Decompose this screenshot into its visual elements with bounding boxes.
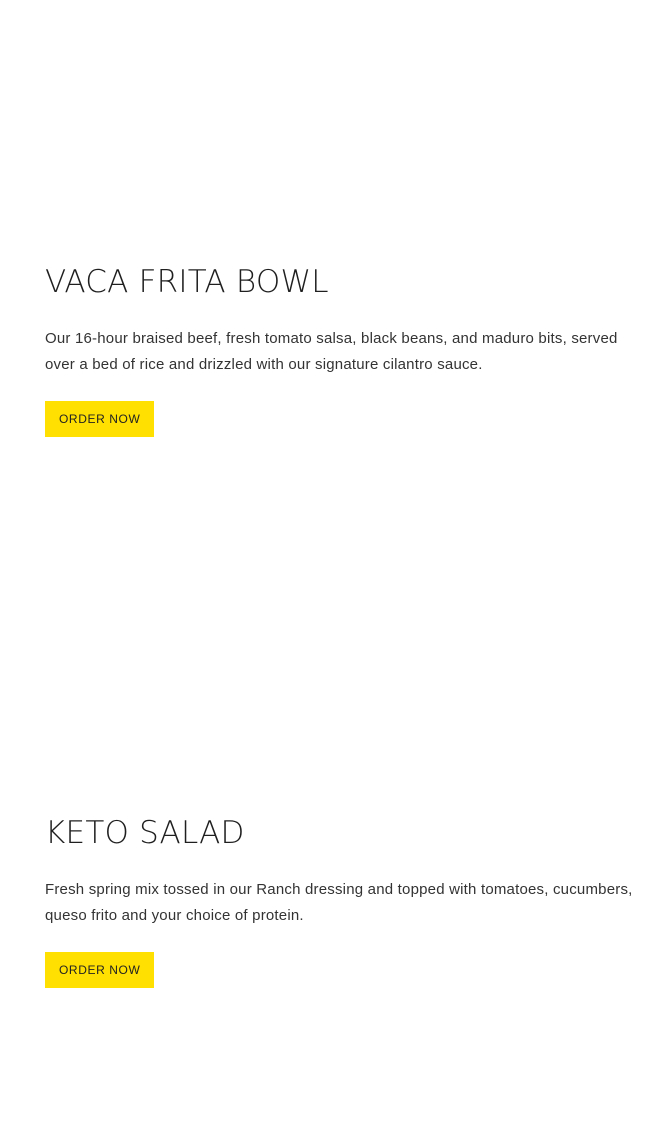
menu-item-vaca-frita-bowl bbox=[45, 262, 645, 437]
item-description: Fresh spring mix tossed in our Ranch dressing and topped with tomatoes, cucumbers, queso frito and your choice of protein. bbox=[45, 881, 633, 924]
item-title: KETO SALAD bbox=[45, 815, 245, 851]
order-now-button[interactable]: ORDER NOW bbox=[45, 401, 154, 437]
item-description: Our 16-hour braised beef, fresh tomato salsa, black beans, and maduro bits, served over a bed of rice and drizzled with our signature cilantro sauce. bbox=[45, 330, 618, 373]
menu-item-keto-salad bbox=[45, 813, 645, 988]
order-now-button[interactable]: ORDER NOW bbox=[45, 952, 154, 988]
item-title: VACA FRITA BOWL bbox=[45, 264, 329, 300]
